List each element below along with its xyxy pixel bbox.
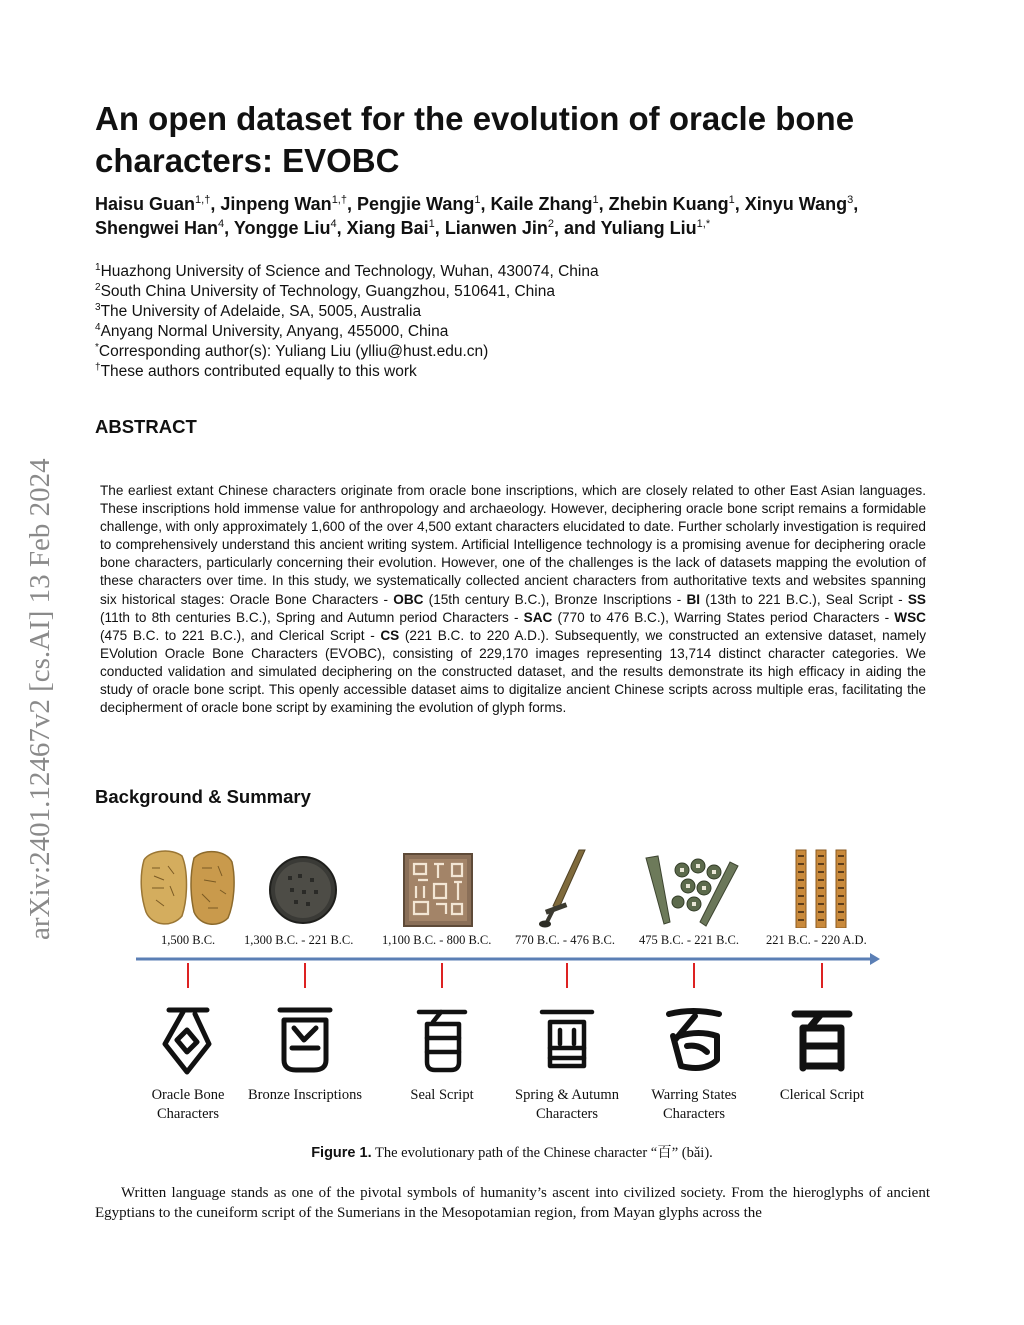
author-name: Kaile Zhang [490,194,593,214]
affiliation-line [95,322,925,342]
affiliation-mark: † [95,361,101,373]
stage-label-line: Spring & Autumn [515,1087,619,1103]
author-affiliation-mark: 1,† [331,194,347,206]
stage-label-warring-states [624,1086,764,1124]
stage-label-line: Characters [663,1106,725,1122]
author-name: Xiang Bai [346,218,429,238]
author-affiliation-mark: 3 [847,194,854,206]
author-separator: , [734,194,745,214]
author-affiliation-mark: 1 [428,218,435,230]
author-separator: , and [553,218,601,238]
abstract-term-sac: SAC [523,609,553,625]
author-separator: , [480,194,491,214]
affiliation-mark: 3 [95,301,101,313]
stage-label-line: Characters [157,1106,219,1122]
author-separator: , [598,194,609,214]
abstract-text-part: (13th to 221 B.C.), Seal Script - [700,591,908,607]
spring-autumn-glyph [532,1000,602,1080]
bronze-coins-photo [642,846,742,928]
author-name: Lianwen Jin [444,218,548,238]
stage-date-label: 1,300 B.C. - 221 B.C. [244,933,354,947]
warring-states-glyph [659,1000,729,1080]
stage-label-line: Warring States [651,1087,737,1103]
evolution-figure [130,840,910,1140]
timeline-axis [130,950,910,990]
affiliation-line [95,302,925,322]
abstract-paragraph [100,482,926,717]
author-separator: , [210,194,221,214]
author-separator: , [434,218,445,238]
stage-label-seal [372,1086,512,1105]
stage-label-bronze [235,1086,375,1105]
affiliation-mark: 1 [95,261,101,273]
author-name: Yongge Liu [233,218,331,238]
affiliation-line [95,362,925,382]
author-affiliation-mark: 4 [218,218,225,230]
author-name: Yuliang Liu [600,218,697,238]
author-name: Shengwei Han [95,218,219,238]
abstract-text-part: (11th to 8th centuries B.C.), Spring and Autumn period Characters - [100,609,524,625]
oracle-bone-glyph [153,1000,223,1080]
author-affiliation-mark: 4 [330,218,337,230]
abstract-text-part: The earliest extant Chinese characters originate from oracle bone inscriptions, which are closely related to other East Asian languages. These inscriptions hold immense value for anthropology and archaeology. However, deciphering oracle bone script remains a formidable challenge, with only approximately 1,600 of the over 4,500 extant characters elucidated to date. Further scholarly investigation is required to comprehensively understand this ancient writing system. Artificial Intelligence technology is a promising avenue for deciphering oracle bone characters, particularly concerning their evolution. However, one of the challenges is the lack of datasets mapping the evolution of these characters over time. In this study, we systematically collected ancient characters from authoritative texts and websites spanning six historical stages: Oracle Bone Characters - [100,483,926,607]
affiliation-text: The University of Adelaide, SA, 5005, Australia [100,303,422,320]
affiliation-line [95,262,925,282]
author-name: Jinpeng Wan [220,194,332,214]
author-name: Zhebin Kuang [608,194,729,214]
affiliation-line [95,342,925,362]
abstract-text-part: (15th century B.C.), Bronze Inscriptions - [423,591,687,607]
arxiv-identifier-stamp: arXiv:2401.12467v2 [cs.AI] 13 Feb 2024 [24,458,56,940]
author-affiliation-mark: 1 [474,194,481,206]
figure-caption [0,1141,1024,1162]
oracle-bone-photo [138,846,238,928]
figure-label: Figure 1. [311,1145,372,1161]
stage-label-line: Clerical Script [779,1087,865,1103]
author-affiliation-mark: 1 [592,194,599,206]
bronze-sword-photo [535,846,595,928]
figure-caption-text: The evolutionary path of the Chinese character “百” (bǎi). [375,1145,713,1161]
author-separator: , [336,218,347,238]
author-affiliation-mark: 1,† [195,194,211,206]
stage-date-label: 221 B.C. - 220 A.D. [766,933,867,947]
abstract-text-part: (475 B.C. to 221 B.C.), and Clerical Script - [100,627,381,643]
stage-label-spring-autumn [497,1086,637,1124]
author-name: Xinyu Wang [744,194,848,214]
clerical-script-glyph [787,1000,857,1080]
abstract-text-part: (221 B.C. to 220 A.D.). Subsequently, we constructed an extensive dataset, namely EVolution Oracle Bone Characters (EVOBC), consisting of 229,170 images representing 13,714 distinct character categories. We conducted validation and simulated deciphering on the constructed dataset, and the results demonstrate its high efficacy in aiding the study of oracle bone script. This openly accessible dataset aims to digitalize ancient Chinese scripts across multiple eras, facilitating the decipherment of oracle bone script by examining the evolution of glyph forms. [100,627,926,716]
author-separator: , [224,218,234,238]
body-paragraph: Written language stands as one of the pivotal symbols of humanity’s ascent into civilized society. From the hieroglyphs of ancient Egyptians to the cuneiform script of the Sumerians in the Mesopotamian region, from Mayan glyphs across the [95,1185,930,1221]
author-separator: , [346,194,357,214]
abstract-term-ss: SS [907,591,926,607]
stage-label-clerical [752,1086,892,1105]
author-affiliation-mark: 1 [728,194,735,206]
abstract-heading: ABSTRACT [95,416,197,437]
seal-stone-photo [400,846,476,928]
stage-label-line: Bronze Inscriptions [248,1087,362,1103]
affiliation-text: Anyang Normal University, Anyang, 455000, China [100,323,449,340]
author-affiliation-mark: 1,* [696,218,711,230]
author-affiliation-mark: 2 [547,218,554,230]
timeline-arrow-head [870,953,880,965]
stage-date-label: 1,100 B.C. - 800 B.C. [382,933,492,947]
affiliation-text: Corresponding author(s): Yuliang Liu (ylliu@hust.edu.cn) [98,343,489,360]
background-heading: Background & Summary [95,786,311,807]
abstract-term-bi: BI [686,591,701,607]
affiliation-line [95,282,925,302]
bronze-vessel-photo [268,846,338,928]
stage-date-label: 770 B.C. - 476 B.C. [515,933,616,947]
affiliation-text: South China University of Technology, Guangzhou, 510641, China [100,283,555,300]
paper-title: An open dataset for the evolution of oracle bone characters: EVOBC [95,100,855,179]
affiliation-mark: 4 [95,321,101,333]
bronze-inscription-glyph [270,1000,340,1080]
author-name: Pengjie Wang [357,194,475,214]
abstract-text-part: (770 to 476 B.C.), Warring States period Characters - [552,609,895,625]
affiliation-list [95,262,925,382]
stage-label-line: Oracle Bone [151,1087,225,1103]
bamboo-slips-photo [782,846,862,928]
stage-label-line: Characters [536,1106,598,1122]
abstract-term-cs: CS [380,627,400,643]
abstract-term-wsc: WSC [894,609,926,625]
author-separator: , [853,194,859,214]
stage-label-line: Seal Script [410,1087,474,1103]
affiliation-text: Huazhong University of Science and Technology, Wuhan, 430074, China [100,263,599,280]
author-name: Haisu Guan [95,194,196,214]
stage-date-label: 475 B.C. - 221 B.C. [639,933,740,947]
seal-script-glyph [407,1000,477,1080]
stage-date-label: 1,500 B.C. [161,933,216,947]
affiliation-text: These authors contributed equally to this work [100,363,417,380]
affiliation-mark: 2 [95,281,101,293]
affiliation-mark: * [95,341,99,353]
abstract-term-obc: OBC [393,591,424,607]
author-list [95,192,925,240]
